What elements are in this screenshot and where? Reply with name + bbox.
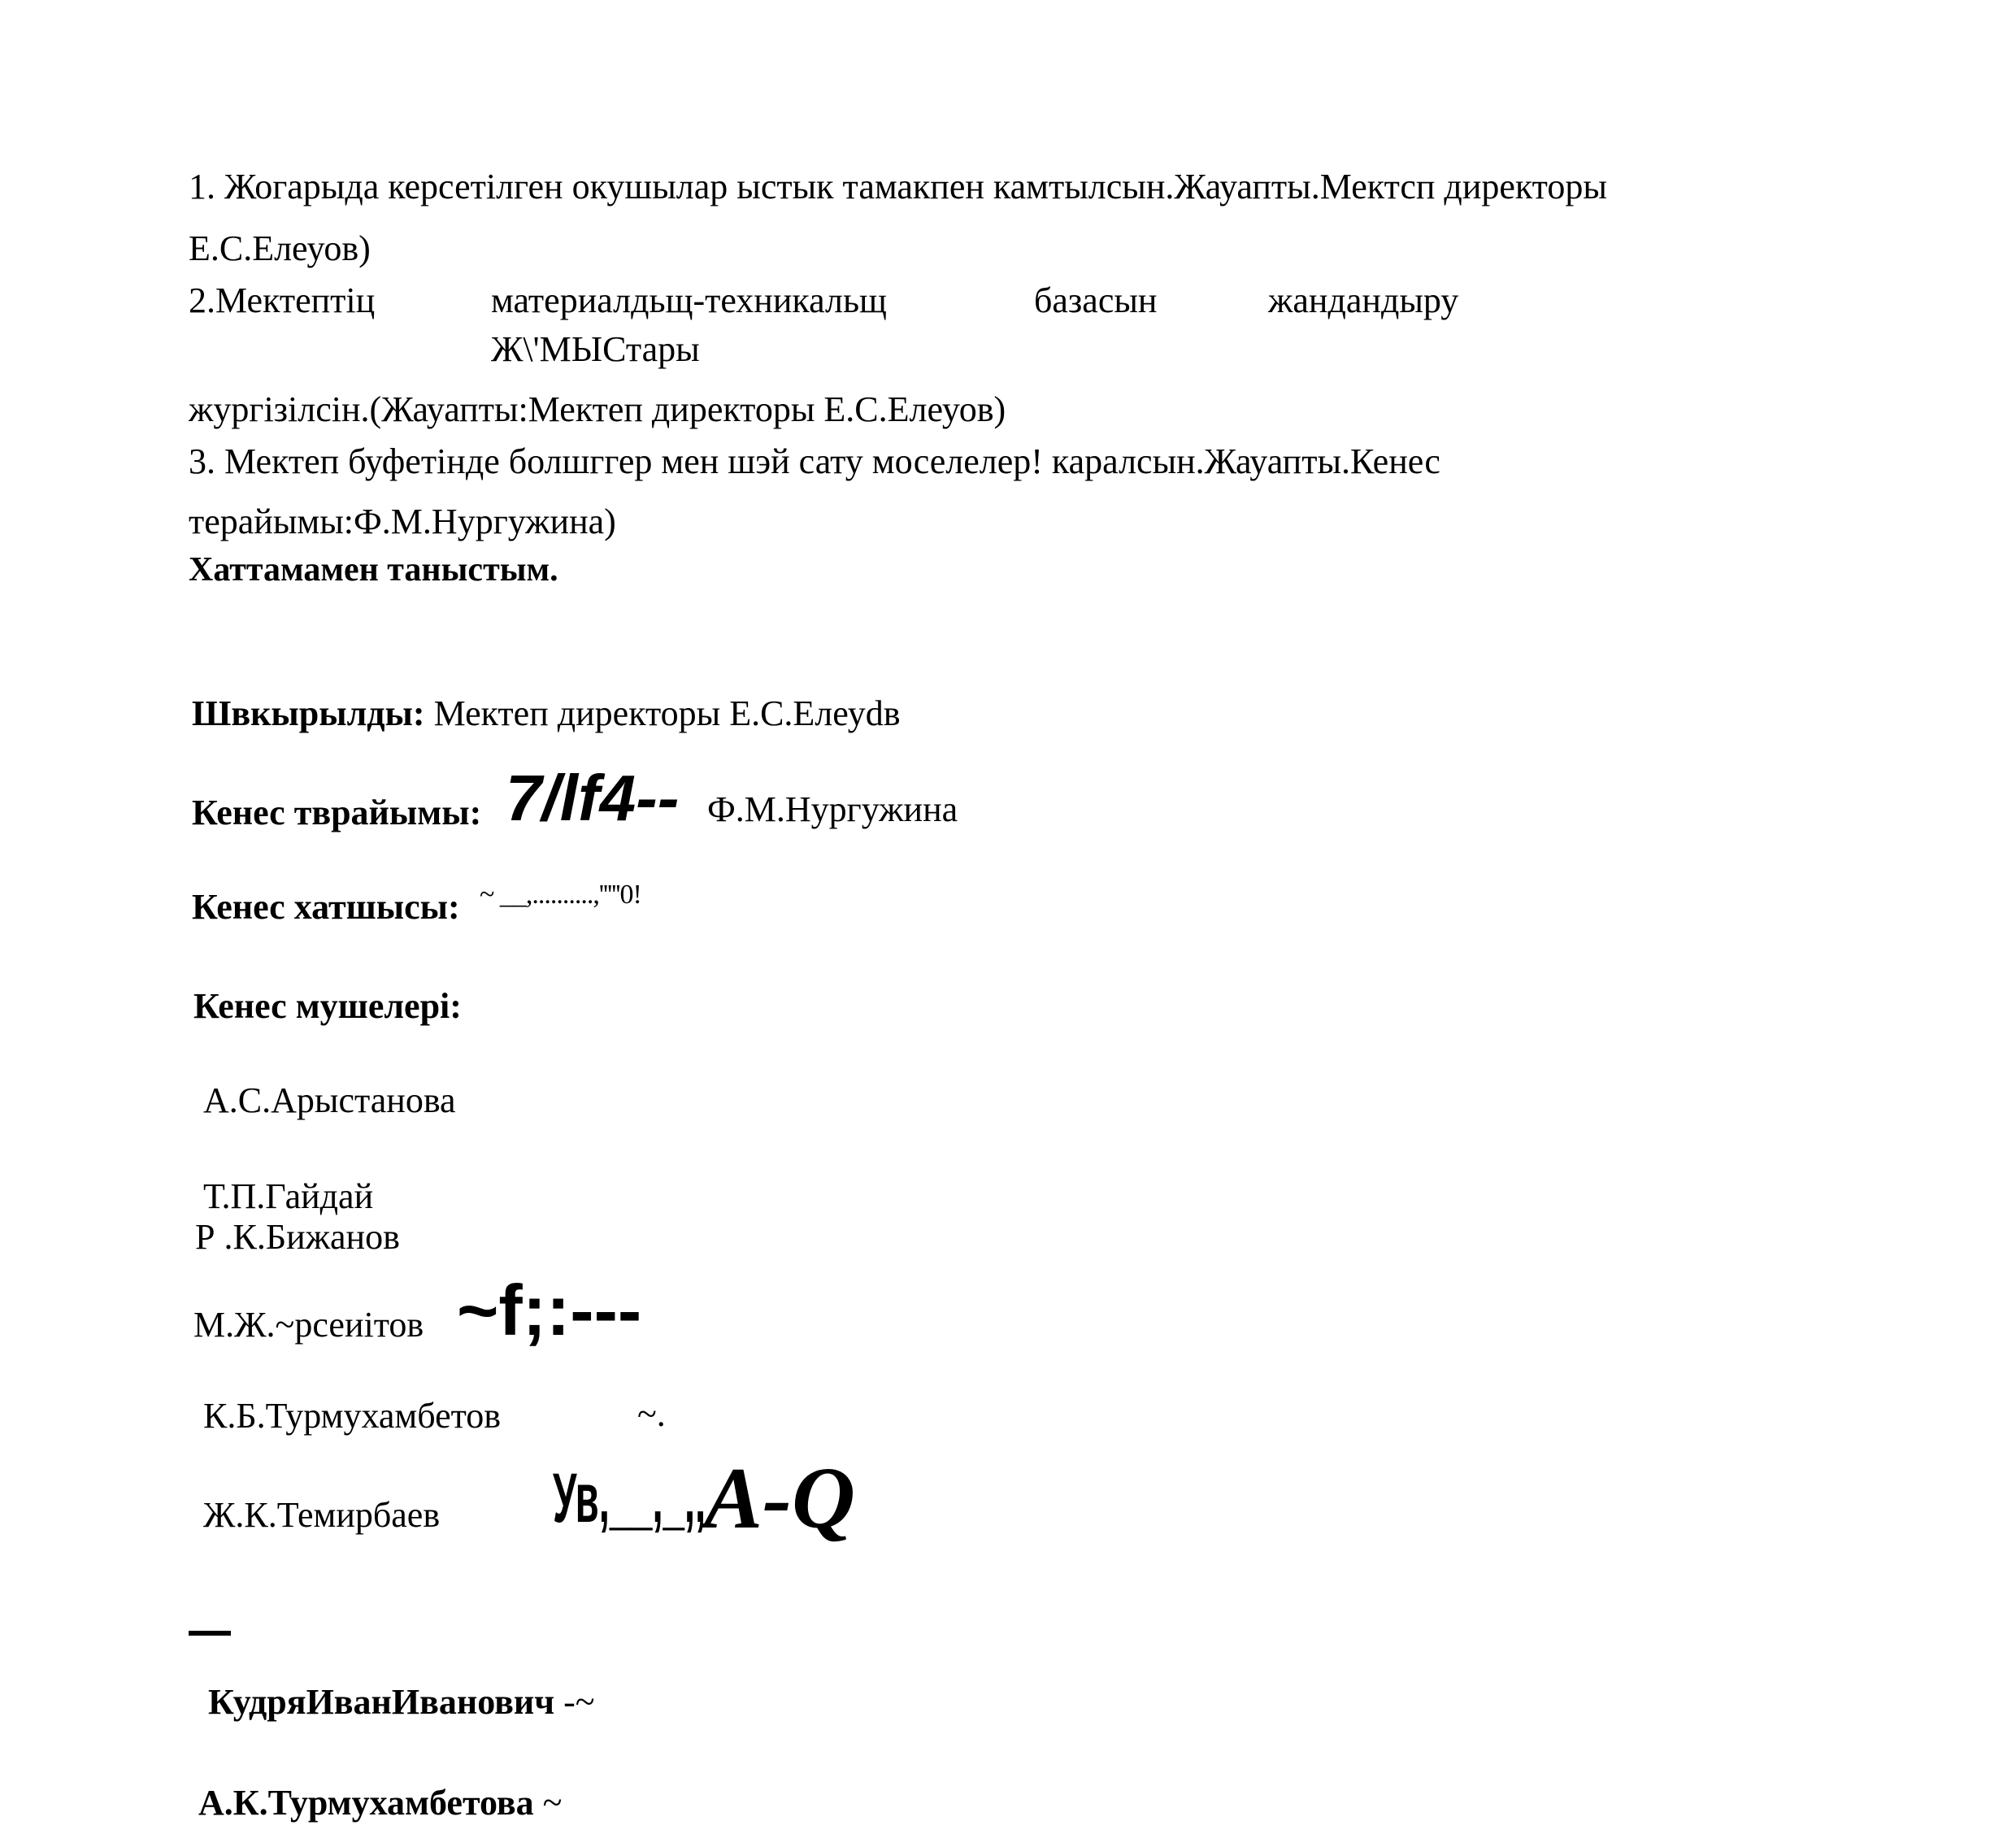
decision-3-line-1: 3. Мектеп буфетінде болшггер мен шэй сату моселелер! каралсын.Жауапты.Кенес (189, 441, 1440, 481)
member-turmukhambetova-line (198, 1785, 562, 1821)
decision-1-line-1: 1. Жогарыда керсетілген окушылар ыстык тамакпен камтылсын.Жауапты.Мектсп директоры (189, 167, 1607, 206)
member-rseiitov: М.Ж.~рсеиітов (193, 1305, 424, 1345)
member-turmukhambetova: А.К.Турмухамбетова (198, 1783, 534, 1823)
decision-2-word-4: жандандыру (1268, 280, 1459, 320)
member-kudrya-line (208, 1684, 595, 1720)
decision-2-word-1: 2.Мектептіц (189, 280, 376, 320)
decision-2-word-5: Ж\'МЫСтары (491, 329, 700, 369)
chair-signature: 7/lf4-- (506, 762, 680, 834)
member-turmukhambetov: К.Б.Турмухамбетов (203, 1396, 502, 1436)
approved-name: Мектеп директоры Е.С.Елеуdв (433, 693, 901, 733)
decision-2-word-2: материалдьщ-техникальщ (491, 280, 887, 320)
dash-mark (189, 1631, 231, 1636)
member-arystanova: А.С.Арыстанова (203, 1080, 456, 1120)
member-temirbaev: Ж.К.Темирбаев (203, 1495, 441, 1535)
member-turmukhambetova-signature: ~ (542, 1783, 563, 1823)
member-gaidai: Т.П.Гайдай (203, 1176, 374, 1216)
approved-label: Швкырылды: (192, 693, 425, 733)
members-label: Кенес мушелері: (193, 986, 462, 1026)
approved-line (192, 693, 901, 733)
decision-3-line-2: терайымы:Ф.М.Нургужина) (189, 502, 616, 541)
member-kudrya-signature: -~ (563, 1682, 595, 1722)
member-bizhanov: Р .К.Бижанов (195, 1217, 400, 1257)
member-rseiitov-signature: ~f;:--- (457, 1270, 642, 1350)
member-turmukhambetov-signature: ~. (637, 1394, 666, 1434)
decision-2-word-3: базасын (1034, 280, 1158, 320)
chair-label: Кенес тврайымы: (192, 793, 482, 832)
member-temirbaev-signature-b: A-Q (704, 1450, 855, 1547)
decision-2-line-3: жургізілсін.(Жауапты:Мектеп директоры Е.С.Елеуов) (189, 389, 1006, 429)
secretary-label: Кенес хатшысы: (192, 887, 460, 927)
secretary-signature: ~ __,..........,'''''0! (480, 880, 641, 910)
member-kudrya: КудряИванИванович (208, 1682, 555, 1722)
decision-1-line-2: Е.С.Елеуов) (189, 228, 371, 268)
acquainted-heading: Хаттамамен таныстым. (189, 551, 558, 589)
temirbaev-signature-scribble: Ув,__,_,, (553, 1459, 706, 1537)
chair-name: Ф.М.Нургужина (707, 789, 958, 829)
